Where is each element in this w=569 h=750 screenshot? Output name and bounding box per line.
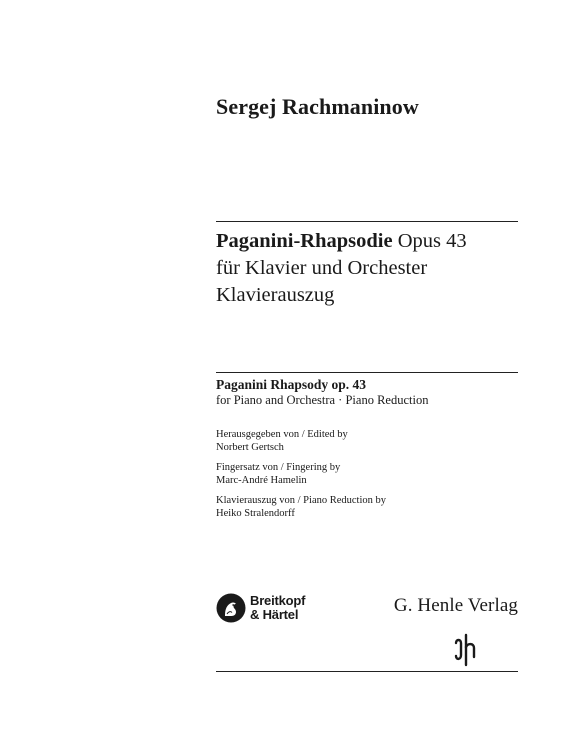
work-title: Paganini-Rhapsodie: [216, 230, 393, 252]
credit-person: Heiko Stralendorff: [216, 507, 295, 519]
credit-fingering: [216, 462, 340, 487]
credit-person: Norbert Gertsch: [216, 441, 284, 453]
english-subtitle: for Piano and Orchestra · Piano Reduction: [216, 393, 429, 407]
breitkopf-line-1: Breitkopf: [250, 593, 306, 608]
credit-reduction: [216, 495, 386, 520]
english-title: Paganini Rhapsody op. 43: [216, 377, 367, 392]
breitkopf-logo: [216, 593, 305, 623]
title-block: [216, 228, 467, 309]
henle-monogram-icon: [453, 633, 479, 667]
breitkopf-line-2: & Härtel: [250, 607, 299, 622]
credit-editor: [216, 429, 348, 454]
composer-name: Sergej Rachmaninow: [216, 94, 419, 119]
breitkopf-wordmark: [250, 594, 305, 622]
opus-number: Opus 43: [397, 230, 467, 252]
divider-top: [216, 221, 518, 222]
title-line-1: [216, 228, 467, 255]
divider-middle: [216, 372, 518, 373]
credit-role: Fingersatz von / Fingering by: [216, 462, 341, 473]
credit-role: Klavierauszug von / Piano Reduction by: [216, 495, 387, 506]
breitkopf-emblem-icon: [216, 593, 246, 623]
credit-role: Herausgegeben von / Edited by: [216, 429, 348, 440]
divider-bottom: [216, 671, 518, 672]
credit-person: Marc-André Hamelin: [216, 474, 307, 486]
title-line-3: Klavierauszug: [216, 284, 335, 306]
henle-publisher-name: G. Henle Verlag: [393, 595, 518, 616]
english-title-block: [216, 377, 428, 408]
title-line-2: für Klavier und Orchester: [216, 257, 428, 279]
